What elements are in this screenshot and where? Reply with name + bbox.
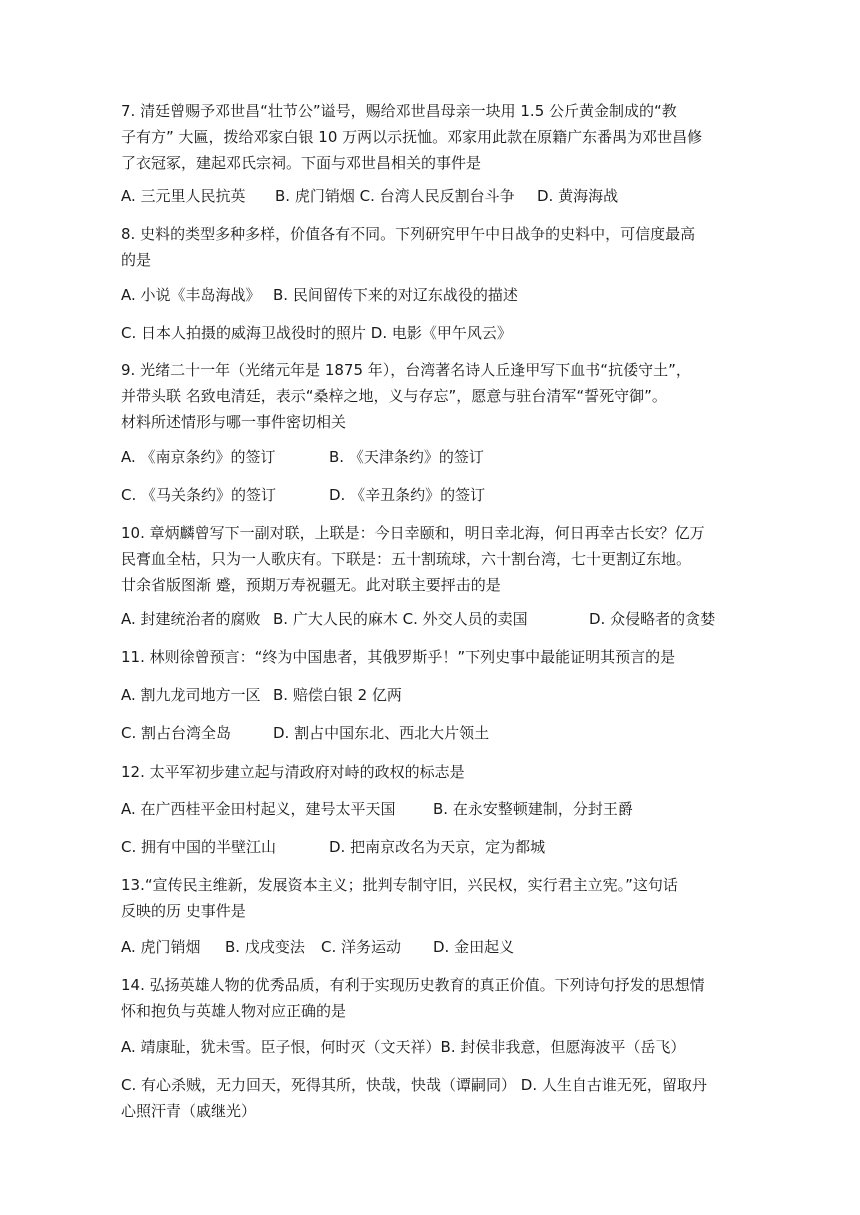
question-12-option-a: A. 在广西桂平金田村起义，建号太平天国 bbox=[121, 800, 396, 818]
question-14-option-d-cont: 心照汗青（戚继光） bbox=[121, 1102, 257, 1120]
question-11 bbox=[121, 644, 746, 670]
question-9-stem-line-3: 材料所述情形与哪一事件密切相关 bbox=[121, 413, 347, 431]
question-11-option-d: D. 割占中国东北、西北大片领土 bbox=[273, 724, 490, 742]
question-14-options-row-1 bbox=[121, 1034, 746, 1060]
question-14 bbox=[121, 972, 746, 1024]
question-14-options-row-2 bbox=[121, 1072, 746, 1124]
question-7-option-b-c: B. 虎门销烟 C. 台湾人民反割台斗争 bbox=[275, 187, 515, 205]
question-14-stem-line-1: 14. 弘扬英雄人物的优秀品质，有利于实现历史教育的真正价值。下列诗句抒发的思想情 bbox=[121, 976, 705, 994]
question-7-option-a: A. 三元里人民抗英 bbox=[121, 187, 246, 205]
question-13-option-b: B. 戊戌变法 bbox=[225, 938, 305, 956]
question-13-stem-line-2: 反映的历 史事件是 bbox=[121, 902, 246, 920]
question-13-option-a: A. 虎门销烟 bbox=[121, 938, 201, 956]
question-11-option-c: C. 割占台湾全岛 bbox=[121, 724, 232, 742]
question-9-stem-line-2: 并带头联 名致电清廷，表示“桑梓之地，义与存忘”，愿意与驻台清军“誓死守御”。 bbox=[121, 387, 667, 405]
question-7-options bbox=[121, 183, 746, 209]
question-12-option-c: C. 拥有中国的半壁江山 bbox=[121, 838, 277, 856]
question-10-options bbox=[121, 606, 746, 632]
question-13-option-d: D. 金田起义 bbox=[433, 938, 515, 956]
question-9-options-row-1 bbox=[121, 444, 746, 470]
question-13-options bbox=[121, 934, 746, 960]
question-13 bbox=[121, 872, 746, 924]
question-8 bbox=[121, 221, 746, 273]
question-8-stem-line-2: 的是 bbox=[121, 251, 152, 269]
question-10-stem-line-3: 廿余省版图渐 蹙，预期万寿祝疆无。此对联主要抨击的是 bbox=[121, 576, 501, 594]
question-12-option-d: D. 把南京改名为天京，定为都城 bbox=[329, 838, 546, 856]
question-8-option-c-d: C. 日本人拍摄的威海卫战役时的照片 D. 电影《甲午风云》 bbox=[121, 324, 512, 342]
question-9-stem-line-1: 9. 光绪二十一年（光绪元年是 1875 年），台湾著名诗人丘逢甲写下血书“抗倭守土”， bbox=[121, 361, 691, 379]
question-11-options-row-2 bbox=[121, 720, 746, 746]
question-11-stem-line-1: 11. 林则徐曾预言：“终为中国患者，其俄罗斯乎！”下列史事中最能证明其预言的是 bbox=[121, 648, 676, 666]
question-12-stem-line-1: 12. 太平军初步建立起与清政府对峙的政权的标志是 bbox=[121, 763, 465, 781]
question-14-stem-line-2: 怀和抱负与英雄人物对应正确的是 bbox=[121, 1002, 347, 1020]
question-7-option-d: D. 黄海海战 bbox=[537, 187, 619, 205]
question-10-stem-line-2: 民膏血全枯，只为一人歌庆有。下联是：五十割琉球，六十割台湾，七十更割辽东地。 bbox=[121, 550, 692, 568]
question-7 bbox=[121, 98, 746, 176]
question-8-options-row-1 bbox=[121, 282, 746, 308]
question-12-option-b: B. 在永安整顿建制，分封王爵 bbox=[433, 800, 633, 818]
question-8-options-row-2 bbox=[121, 320, 746, 346]
question-10-option-d: D. 众侵略者的贪婪 bbox=[589, 610, 716, 628]
question-11-option-b: B. 赔偿白银 2 亿两 bbox=[273, 686, 402, 704]
question-10-option-a: A. 封建统治者的腐败 bbox=[121, 610, 261, 628]
question-8-option-b: B. 民间留传下来的对辽东战役的描述 bbox=[273, 286, 518, 304]
question-9-options-row-2 bbox=[121, 482, 746, 508]
question-9-option-b: B. 《天津条约》的签订 bbox=[329, 448, 484, 466]
question-7-stem-line-3: 了衣冠冢，建起邓氏宗祠。下面与邓世昌相关的事件是 bbox=[121, 154, 482, 172]
question-12 bbox=[121, 759, 746, 785]
question-8-stem-line-1: 8. 史料的类型多种多样，价值各有不同。下列研究甲午中日战争的史料中，可信度最高 bbox=[121, 225, 696, 243]
question-10 bbox=[121, 520, 746, 598]
question-11-option-a: A. 割九龙司地方一区 bbox=[121, 686, 261, 704]
question-13-stem-line-1: 13.“宣传民主维新，发展资本主义；批判专制守旧，兴民权，实行君主立宪。”这句话 bbox=[121, 876, 678, 894]
question-7-stem-line-1: 7. 清廷曾赐予邓世昌“壮节公”谥号，赐给邓世昌母亲一块用 1.5 公斤黄金制成的“教 bbox=[121, 102, 677, 120]
question-9-option-d: D. 《辛丑条约》的签订 bbox=[329, 486, 486, 504]
question-13-option-c: C. 洋务运动 bbox=[321, 938, 402, 956]
question-14-option-c-d: C. 有心杀贼，无力回天，死得其所，快哉，快哉（谭嗣同） D. 人生自古谁无死，留取丹 bbox=[121, 1076, 707, 1094]
question-14-option-a-b: A. 靖康耻，犹未雪。臣子恨，何时灭（文天祥）B. 封侯非我意，但愿海波平（岳飞） bbox=[121, 1038, 686, 1056]
question-9 bbox=[121, 357, 746, 435]
question-8-option-a: A. 小说《丰岛海战》 bbox=[121, 286, 261, 304]
question-9-option-a: A. 《南京条约》的签订 bbox=[121, 448, 276, 466]
question-12-options-row-1 bbox=[121, 796, 746, 822]
question-10-stem-line-1: 10. 章炳麟曾写下一副对联，上联是：今日幸颐和，明日幸北海，何日再幸古长安？亿万 bbox=[121, 524, 705, 542]
question-9-option-c: C. 《马关条约》的签订 bbox=[121, 486, 277, 504]
question-7-stem-line-2: 子有方” 大匾，拨给邓家白银 10 万两以示抚恤。邓家用此款在原籍广东番禺为邓世昌修 bbox=[121, 128, 703, 146]
question-10-option-b-c: B. 广大人民的麻木 C. 外交人员的卖国 bbox=[273, 610, 528, 628]
question-11-options-row-1 bbox=[121, 682, 746, 708]
question-12-options-row-2 bbox=[121, 834, 746, 860]
